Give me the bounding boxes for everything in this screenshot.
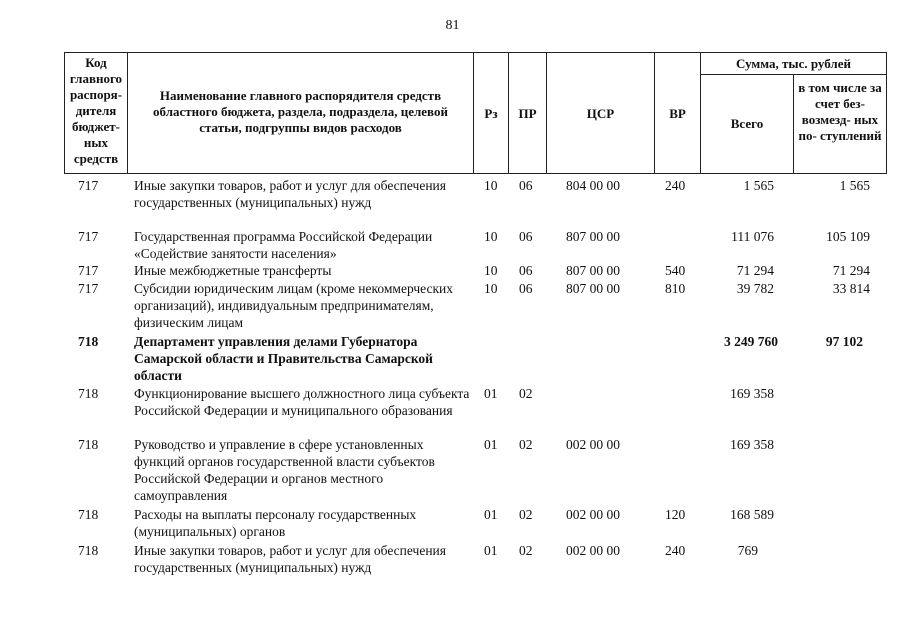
row-pr: 06 (519, 281, 533, 296)
row-incl: 1 565 (839, 178, 870, 193)
row-code: 718 (78, 543, 99, 558)
row-rz: 10 (484, 263, 498, 278)
row-total: 71 294 (736, 263, 774, 278)
row-pr: 02 (519, 507, 533, 522)
row-csr: 002 00 00 (566, 543, 620, 558)
row-pr: 02 (519, 437, 533, 452)
row-name: Расходы на выплаты персоналу государственных (муниципальных) органов (134, 507, 417, 539)
row-csr: 807 00 00 (566, 281, 620, 296)
row-total: 169 358 (730, 437, 774, 452)
row-pr: 02 (519, 386, 533, 401)
row-code: 717 (78, 178, 99, 193)
row-code: 718 (78, 507, 99, 522)
row-incl: 105 109 (826, 229, 870, 244)
header-rz-label: Рз (484, 106, 498, 121)
row-incl: 33 814 (832, 281, 870, 296)
row-rz: 10 (484, 229, 498, 244)
header-total-label: Всего (730, 116, 764, 131)
row-code: 718 (78, 386, 99, 401)
row-total: 111 076 (731, 229, 774, 244)
row-csr: 002 00 00 (566, 507, 620, 522)
row-rz: 01 (484, 543, 498, 558)
row-incl: 71 294 (832, 263, 870, 278)
row-name: Функционирование высшего должностного лица субъекта Российской Федерации и муниципального образования (134, 386, 470, 418)
row-csr: 807 00 00 (566, 229, 620, 244)
row-rz: 01 (484, 507, 498, 522)
row-code: 718 (78, 334, 99, 349)
row-rz: 10 (484, 178, 498, 193)
row-vr: 540 (665, 263, 686, 278)
row-name: Иные закупки товаров, работ и услуг для обеспечения государственных (муниципальных) нужд (134, 543, 446, 575)
row-name: Иные межбюджетные трансферты (134, 263, 332, 278)
row-csr: 002 00 00 (566, 437, 620, 452)
row-csr: 804 00 00 (566, 178, 620, 193)
header-vr-label: ВР (669, 106, 686, 121)
row-total: 169 358 (730, 386, 774, 401)
row-total: 39 782 (736, 281, 774, 296)
row-vr: 120 (665, 507, 686, 522)
header-pr-label: ПР (518, 106, 537, 121)
row-vr: 810 (665, 281, 686, 296)
row-total: 769 (737, 543, 758, 558)
header-name-label: Наименование главного распорядителя средств областного бюджета, раздела, подраздела, целевой статьи, подгруппы видов расходов (153, 88, 448, 135)
header-csr-label: ЦСР (586, 106, 615, 121)
row-name: Департамент управления делами Губернатора Самарской области и Правительства Самарской области (134, 334, 433, 383)
row-pr: 06 (519, 178, 533, 193)
row-pr: 02 (519, 543, 533, 558)
row-code: 717 (78, 281, 99, 296)
row-code: 717 (78, 263, 99, 278)
row-total: 168 589 (730, 507, 774, 522)
header-sum-label: Сумма, тыс. рублей (736, 56, 851, 71)
row-csr: 807 00 00 (566, 263, 620, 278)
row-pr: 06 (519, 263, 533, 278)
row-rz: 10 (484, 281, 498, 296)
row-pr: 06 (519, 229, 533, 244)
row-code: 718 (78, 437, 99, 452)
row-name: Иные закупки товаров, работ и услуг для обеспечения государственных (муниципальных) нужд (134, 178, 446, 210)
row-code: 717 (78, 229, 99, 244)
row-name: Государственная программа Российской Федерации «Содействие занятости населения» (134, 229, 433, 261)
row-vr: 240 (665, 543, 686, 558)
row-name: Руководство и управление в сфере установленных функций органов государственной власти субъектов Российской Федерации и органов местного самоуправления (134, 437, 435, 503)
row-name: Субсидии юридическим лицам (кроме некоммерческих организаций), индивидуальным предпринимателям, физическим лицам (134, 281, 454, 330)
page-number: 81 (445, 18, 460, 33)
row-total: 3 249 760 (724, 334, 778, 349)
header-incl-label: в том числе за счет без- возмезд- ных по- ступлений (798, 80, 882, 143)
row-incl: 97 102 (825, 334, 863, 349)
row-total: 1 565 (743, 178, 774, 193)
row-rz: 01 (484, 386, 498, 401)
row-vr: 240 (665, 178, 686, 193)
header-code-label: Код главного распоря- дителя бюджет- ных средств (69, 55, 123, 166)
row-rz: 01 (484, 437, 498, 452)
